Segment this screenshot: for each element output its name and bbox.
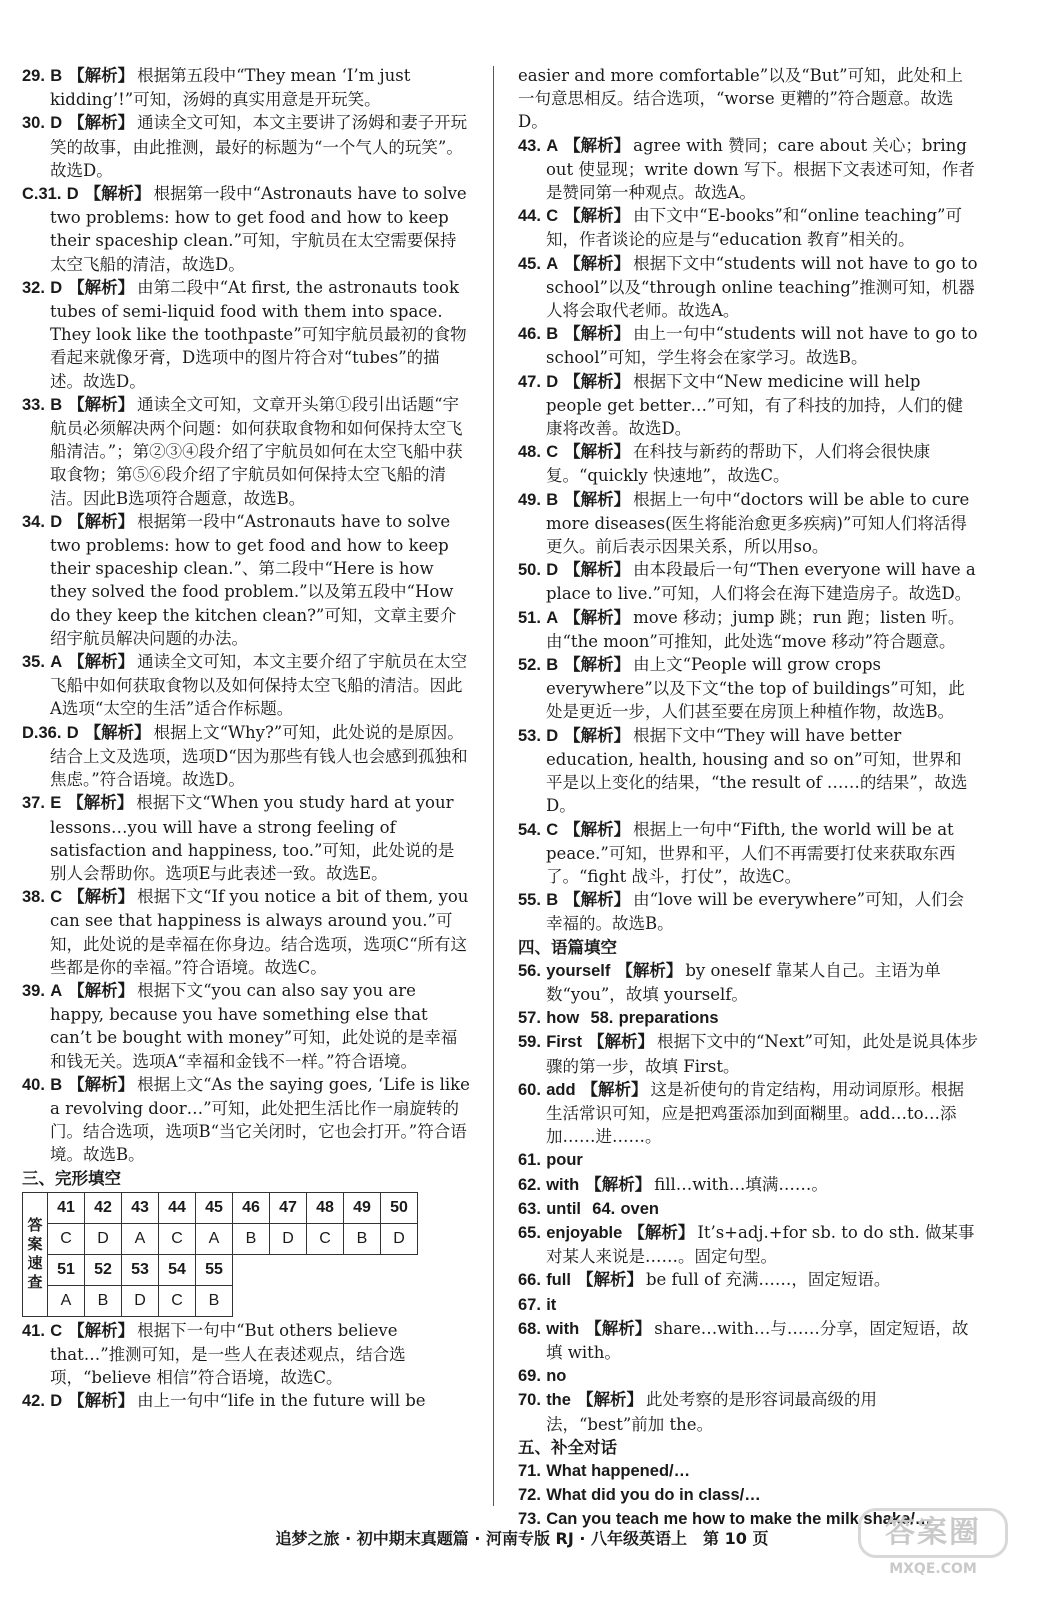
question-number: 73. bbox=[518, 1510, 541, 1529]
answer-letter: A bbox=[546, 254, 559, 273]
answer-letter: C bbox=[50, 888, 63, 907]
answer-entry bbox=[518, 440, 978, 487]
explanation-text: 根据下文中的“Next”可知，此处是说具体步骤的第一步，故填 First。 bbox=[546, 1032, 978, 1076]
analysis-tag: 【解析】 bbox=[616, 960, 683, 980]
left-column bbox=[22, 64, 470, 1414]
answer-entry bbox=[518, 724, 978, 818]
answer-key-number: 42 bbox=[85, 1192, 122, 1223]
answer-key-blank bbox=[344, 1254, 381, 1285]
right-column bbox=[518, 64, 978, 1532]
page-footer: 追梦之旅 · 初中期末真题篇 · 河南专版 RJ · 八年级英语上 第 10 页 bbox=[275, 1529, 769, 1548]
answer-key-answer: D bbox=[122, 1285, 159, 1316]
answer-letter: until bbox=[546, 1199, 582, 1218]
explanation-text: 此处考察的是形容词最高级的用法，“best”前加 the。 bbox=[546, 1390, 877, 1434]
answer-letter: preparations bbox=[618, 1009, 719, 1028]
question-number: 67. bbox=[518, 1295, 541, 1314]
answer-letter: D bbox=[50, 1392, 63, 1411]
explanation-text: 根据下文中“They will have better education, health, housing and so on”可知，世界和平是以上变化的结果，“the result of ……的结果”，故选D。 bbox=[546, 725, 968, 816]
analysis-tag: 【解析】 bbox=[564, 324, 631, 344]
analysis-tag: 【解析】 bbox=[564, 890, 631, 910]
explanation-text: 根据上一句中“Fifth, the world will be at peace.”可知，世界和平，人们不再需要打仗来获取东西了。“fight 战斗，打仗”，故选C。 bbox=[546, 819, 956, 886]
explanation-text: 这是祈使句的肯定结构，用动词原形。根据生活常识可知，应是把鸡蛋添加到面糊里。add…to…添加……进……。 bbox=[546, 1079, 965, 1147]
answer-key-row bbox=[23, 1285, 418, 1316]
answer-letter: full bbox=[546, 1271, 571, 1290]
answer-letter: D bbox=[50, 512, 63, 531]
analysis-tag: 【解析】 bbox=[585, 1174, 652, 1194]
question-number: 60. bbox=[518, 1080, 541, 1099]
explanation-text: 根据下文“you can also say you are happy, because you have something else that can’t be bought with money”可知，此处说的是幸福和钱无关。选项A“幸福和金钱不一样。”符合语境。 bbox=[50, 980, 458, 1071]
question-number: 49. bbox=[518, 490, 541, 509]
question-number: 43. bbox=[518, 136, 541, 155]
answer-entry bbox=[518, 370, 978, 441]
answer-letter: D bbox=[66, 185, 79, 204]
explanation-text: 在科技与新药的帮助下，人们将会很快康复。“quickly 快速地”，故选C。 bbox=[546, 442, 931, 486]
explanation-text: 根据下一句中“But others believe that…”推测可知，是一些人在表述观点，结合选项，“believe 相信”符合语境，故选C。 bbox=[50, 1320, 406, 1388]
question-number: 57. bbox=[518, 1009, 541, 1028]
answer-letter: Can you teach me how to make the milk shake/… bbox=[546, 1510, 932, 1529]
answer-key-answer: C bbox=[307, 1223, 344, 1254]
explanation-text: 由上文“People will grow crops everywhere”以及下文“the top of buildings”可知，此处是更近一步，人们甚至要在房顶上种植作物，故选B。 bbox=[546, 655, 965, 722]
question-number: 64. bbox=[592, 1199, 616, 1218]
question-number: 56. bbox=[518, 961, 541, 980]
answer-entry bbox=[518, 1148, 978, 1172]
answer-letter: no bbox=[546, 1367, 567, 1386]
answer-letter: A bbox=[50, 981, 63, 1000]
answer-entry bbox=[518, 1173, 978, 1197]
analysis-tag: 【解析】 bbox=[68, 652, 135, 672]
analysis-tag: 【解析】 bbox=[68, 1391, 135, 1411]
answer-entry bbox=[22, 182, 470, 276]
question-number: 63. bbox=[518, 1199, 541, 1218]
answer-letter: A bbox=[546, 136, 559, 155]
answer-letter: how bbox=[546, 1009, 580, 1028]
section5-title: 五、补全对话 bbox=[518, 1437, 617, 1457]
answer-key-blank bbox=[270, 1285, 307, 1316]
continued-explanation: easier and more comfortable”以及“But”可知，此处和上一句意思相反。结合选项，“worse 更糟的”符合题意。故选D。 bbox=[518, 66, 964, 132]
question-number: 65. bbox=[518, 1223, 541, 1242]
answer-entry bbox=[518, 1459, 978, 1483]
answer-key-answer: D bbox=[85, 1223, 122, 1254]
analysis-tag: 【解析】 bbox=[564, 725, 631, 745]
answer-letter: B bbox=[546, 325, 559, 344]
question-number: 30. bbox=[22, 114, 45, 133]
answer-key-number: 49 bbox=[344, 1192, 381, 1223]
explanation-text: 根据第一段中“Astronauts have to solve two problems: how to get food and how to keep their spaceship clean.”、第二段中“Here is how they solved the food problem.”以及第五段中“How do they keep the kitchen clean?”可知，文章主要介绍宇航员解决问题的办法。 bbox=[50, 511, 457, 648]
answer-letter: B bbox=[546, 656, 559, 675]
answer-entry bbox=[518, 606, 978, 653]
right-entries-a bbox=[518, 134, 978, 936]
watermark-logo: 答案圈 bbox=[858, 1508, 1008, 1558]
answer-key-row bbox=[23, 1192, 418, 1223]
question-number: 50. bbox=[518, 561, 541, 580]
question-number: 33. bbox=[22, 395, 45, 414]
explanation-text: 由上一句中“life in the future will be bbox=[137, 1391, 426, 1411]
question-number: D.36. bbox=[22, 723, 62, 742]
explanation-text: by oneself 靠某人自己。主语为单数“you”，故填 yourself。 bbox=[546, 960, 941, 1004]
answer-key-blank bbox=[270, 1254, 307, 1285]
answer-key-blank bbox=[381, 1285, 418, 1316]
answer-entry bbox=[22, 393, 470, 510]
answer-key-number: 47 bbox=[270, 1192, 307, 1223]
answer-key-row bbox=[23, 1254, 418, 1285]
question-number: 71. bbox=[518, 1461, 541, 1480]
explanation-text: 根据第五段中“They mean ‘I’m just kidding’!”可知，汤姆的真实用意是开玩笑。 bbox=[50, 66, 411, 110]
explanation-text: 根据下文“When you study hard at your lessons…you will have a strong feeling of satisfaction and happiness, too.”可知，此处说的是别人会帮助你。选项E与此表述一致。故选E。 bbox=[50, 793, 455, 883]
answer-letter: What happened/… bbox=[546, 1461, 691, 1480]
answer-letter: A bbox=[546, 608, 559, 627]
analysis-tag: 【解析】 bbox=[84, 722, 151, 742]
question-number: 45. bbox=[518, 254, 541, 273]
answer-entry bbox=[518, 1078, 978, 1149]
explanation-text: 由上一句中“students will not have to go to school”可知，学生将会在家学习。故选B。 bbox=[546, 324, 978, 368]
answer-key-row bbox=[23, 1223, 418, 1254]
explanation-text: It’s+adj.+for sb. to do sth. 做某事对某人来说是……。固定句型。 bbox=[546, 1222, 975, 1267]
answer-entry bbox=[518, 1388, 978, 1435]
answer-key-number: 50 bbox=[381, 1192, 418, 1223]
answer-key-blank bbox=[233, 1285, 270, 1316]
explanation-text: 通读全文可知，文章开头第①段引出话题“宇航员必须解决两个问题：如何获取食物和如何保持太空飞船清洁。”；第②③④段介绍了宇航员如何在太空飞船中获取食物；第⑤⑥段介绍了宇航员如何保持太空飞船的清洁。因此B选项符合题意，故选B。 bbox=[50, 394, 463, 508]
analysis-tag: 【解析】 bbox=[564, 607, 631, 627]
answer-key-number: 51 bbox=[48, 1254, 85, 1285]
answer-entry bbox=[518, 1197, 978, 1221]
left-entries-b bbox=[22, 1319, 470, 1414]
answer-key-answer: A bbox=[122, 1223, 159, 1254]
answer-entry bbox=[518, 558, 978, 605]
analysis-tag: 【解析】 bbox=[564, 819, 631, 839]
answer-entry bbox=[22, 885, 470, 979]
analysis-tag: 【解析】 bbox=[68, 394, 135, 414]
answer-letter: D bbox=[50, 278, 63, 297]
answer-key-number: 44 bbox=[159, 1192, 196, 1223]
question-number: 47. bbox=[518, 372, 541, 391]
question-number: 40. bbox=[22, 1075, 45, 1094]
answer-key-number: 48 bbox=[307, 1192, 344, 1223]
question-number: 41. bbox=[22, 1321, 45, 1340]
answer-key-number: 41 bbox=[48, 1192, 85, 1223]
answer-key-number: 54 bbox=[159, 1254, 196, 1285]
question-number: 48. bbox=[518, 443, 541, 462]
answer-letter: C bbox=[546, 443, 559, 462]
answer-entry bbox=[518, 1293, 978, 1317]
question-number: 68. bbox=[518, 1319, 541, 1338]
analysis-tag: 【解析】 bbox=[587, 1032, 654, 1052]
analysis-tag: 【解析】 bbox=[67, 793, 134, 813]
answer-entry bbox=[22, 979, 470, 1073]
answer-key-answer: B bbox=[233, 1223, 270, 1254]
question-number: 44. bbox=[518, 207, 541, 226]
answer-letter: with bbox=[546, 1175, 580, 1194]
answer-letter: D bbox=[66, 723, 79, 742]
answer-entry bbox=[22, 510, 470, 650]
answer-letter: pour bbox=[546, 1151, 583, 1170]
answer-entry bbox=[518, 204, 978, 251]
answer-key-answer: A bbox=[196, 1223, 233, 1254]
answer-letter: C bbox=[50, 1321, 63, 1340]
left-entries-a bbox=[22, 64, 470, 1167]
analysis-tag: 【解析】 bbox=[68, 113, 135, 133]
analysis-tag: 【解析】 bbox=[576, 1390, 643, 1410]
analysis-tag: 【解析】 bbox=[585, 1318, 652, 1338]
answer-letter: enjoyable bbox=[546, 1223, 623, 1242]
answer-letter: oven bbox=[620, 1199, 659, 1218]
answer-entry bbox=[518, 1268, 978, 1292]
question-number: 39. bbox=[22, 981, 45, 1000]
answer-key-blank bbox=[307, 1254, 344, 1285]
column-divider bbox=[493, 66, 494, 1506]
answer-entry bbox=[518, 653, 978, 724]
analysis-tag: 【解析】 bbox=[576, 1270, 643, 1290]
question-number: 32. bbox=[22, 278, 45, 297]
explanation-text: 根据第一段中“Astronauts have to solve two problems: how to get food and how to keep their spaceship clean.”可知，宇航员在太空需要保持太空飞船的清洁，故选D。 bbox=[50, 184, 467, 274]
question-number: 35. bbox=[22, 653, 45, 672]
answer-letter: D bbox=[546, 561, 559, 580]
answer-letter: First bbox=[546, 1033, 582, 1052]
answer-key-number: 43 bbox=[122, 1192, 159, 1223]
answer-key-answer: D bbox=[270, 1223, 307, 1254]
question-number: 66. bbox=[518, 1271, 541, 1290]
question-number: 62. bbox=[518, 1175, 541, 1194]
analysis-tag: 【解析】 bbox=[68, 277, 135, 297]
answer-entry bbox=[22, 1389, 470, 1413]
answer-entry bbox=[518, 959, 978, 1006]
explanation-text: 通读全文可知，本文主要讲了汤姆和妻子开玩笑的故事，由此推测，最好的标题为“一个气人的玩笑”。故选D。 bbox=[50, 113, 468, 180]
analysis-tag: 【解析】 bbox=[564, 655, 631, 675]
question-number: 52. bbox=[518, 656, 541, 675]
answer-entry bbox=[22, 1319, 470, 1390]
answer-entry bbox=[518, 134, 978, 205]
answer-key-answer: B bbox=[344, 1223, 381, 1254]
explanation-text: 由“love will be everywhere”可知，人们会幸福的。故选B。 bbox=[546, 890, 965, 934]
watermark-url: MXQE.COM bbox=[889, 1561, 977, 1577]
answer-entry bbox=[518, 252, 978, 323]
analysis-tag: 【解析】 bbox=[68, 887, 135, 907]
analysis-tag: 【解析】 bbox=[564, 135, 631, 155]
explanation-text: 根据下文“If you notice a bit of them, you can see that happiness is always around you.”可知，此处说的是幸福在你身边。结合选项，选项C“所有这些都是你的幸福。”符合语境。故选C。 bbox=[50, 887, 469, 977]
explanation-text: 根据下文中“students will not have to go to school”以及“through online teaching”推测可知，机器人将会取代老师。故选A。 bbox=[546, 253, 978, 321]
answer-key-answer: D bbox=[381, 1223, 418, 1254]
answer-key-table bbox=[22, 1192, 418, 1317]
answer-letter: D bbox=[50, 114, 63, 133]
explanation-text: 根据上文“As the saying goes, ‘Life is like a revolving door…”可知，此处把生活比作一扇旋转的门。结合选项，选项B“当它关闭时，它也会打开。”符合语境。故选B。 bbox=[50, 1074, 470, 1165]
answer-letter: C bbox=[546, 820, 559, 839]
question-number: 42. bbox=[22, 1392, 45, 1411]
analysis-tag: 【解析】 bbox=[581, 1079, 648, 1099]
answer-letter: it bbox=[546, 1295, 557, 1314]
answer-letter: add bbox=[546, 1080, 576, 1099]
answer-entry bbox=[22, 791, 470, 885]
analysis-tag: 【解析】 bbox=[68, 66, 135, 85]
analysis-tag: 【解析】 bbox=[564, 489, 631, 509]
explanation-text: 通读全文可知，本文主要介绍了宇航员在太空飞船中如何获取食物以及如何保持太空飞船的清洁。因此A选项“太空的生活”适合作标题。 bbox=[50, 652, 468, 719]
analysis-tag: 【解析】 bbox=[564, 371, 631, 391]
answer-letter: B bbox=[546, 490, 559, 509]
right-entries-b bbox=[518, 959, 978, 1436]
question-number: 34. bbox=[22, 512, 45, 531]
question-number: 70. bbox=[518, 1391, 541, 1410]
explanation-text: 由第二段中“At first, the astronauts took tubes of semi-liquid food with them into space. They look like the toothpaste”可知宇航员最初的食物看起来就像牙膏，D选项中的图片符合对“tubes”的描述。故选D。 bbox=[50, 277, 467, 391]
analysis-tag: 【解析】 bbox=[564, 442, 631, 462]
question-number: 37. bbox=[22, 794, 45, 813]
answer-key-answer: C bbox=[159, 1223, 196, 1254]
analysis-tag: 【解析】 bbox=[68, 511, 135, 531]
answer-letter: the bbox=[546, 1391, 571, 1410]
answer-letter: with bbox=[546, 1319, 580, 1338]
explanation-text: agree with 赞同；care about 关心；bring out 使显现；write down 写下。根据下文表述可知，作者是赞同第一种观点。故选A。 bbox=[546, 135, 975, 203]
answer-entry bbox=[518, 1364, 978, 1388]
answer-key-blank bbox=[233, 1254, 270, 1285]
explanation-text: fill…with…填满……。 bbox=[654, 1174, 828, 1194]
analysis-tag: 【解析】 bbox=[564, 560, 631, 580]
answer-entry bbox=[518, 322, 978, 369]
question-number: 54. bbox=[518, 820, 541, 839]
explanation-text: 根据上一句中“doctors will be able to cure more diseases(医生将能治愈更多疾病)”可知人们将活得更久。前后表示因果关系，所以用so。 bbox=[546, 489, 970, 557]
section3-title: 三、完形填空 bbox=[22, 1168, 121, 1188]
answer-letter: D bbox=[546, 372, 559, 391]
answer-letter: B bbox=[50, 67, 63, 85]
answer-entry bbox=[518, 1030, 978, 1077]
answer-entry bbox=[518, 1317, 978, 1364]
answer-key-number: 52 bbox=[85, 1254, 122, 1285]
question-number: 38. bbox=[22, 888, 45, 907]
analysis-tag: 【解析】 bbox=[68, 980, 135, 1000]
answer-key-blank bbox=[344, 1285, 381, 1316]
analysis-tag: 【解析】 bbox=[68, 1074, 135, 1094]
answer-key-blank bbox=[381, 1254, 418, 1285]
answer-letter: What did you do in class/… bbox=[546, 1486, 761, 1505]
answer-entry bbox=[22, 650, 470, 721]
answer-letter: B bbox=[50, 1075, 63, 1094]
question-number: 59. bbox=[518, 1033, 541, 1052]
answer-letter: C bbox=[546, 207, 559, 226]
question-number: C.31. bbox=[22, 185, 62, 204]
analysis-tag: 【解析】 bbox=[84, 184, 151, 204]
analysis-tag: 【解析】 bbox=[628, 1222, 695, 1242]
explanation-text: move 移动；jump 跳；run 跑；listen 听。由“the moon”可推知，此处选“move 移动”符合题意。 bbox=[546, 607, 965, 651]
answer-letter: D bbox=[546, 726, 559, 745]
answer-key-number: 53 bbox=[122, 1254, 159, 1285]
explanation-text: 由下文中“E-books”和“online teaching”可知，作者谈论的应是与“education 教育”相关的。 bbox=[546, 206, 962, 250]
answer-entry bbox=[518, 488, 978, 559]
answer-entry bbox=[518, 818, 978, 889]
answer-entry bbox=[22, 1073, 470, 1167]
answer-entry bbox=[22, 64, 470, 111]
answer-letter: B bbox=[50, 395, 63, 414]
question-number: 72. bbox=[518, 1486, 541, 1505]
analysis-tag: 【解析】 bbox=[564, 253, 631, 273]
explanation-text: 由本段最后一句“Then everyone will have a place to live.”可知，人们将会在海下建造房子。故选D。 bbox=[546, 560, 976, 604]
answer-entry bbox=[518, 1221, 978, 1268]
analysis-tag: 【解析】 bbox=[68, 1320, 135, 1340]
analysis-tag: 【解析】 bbox=[564, 206, 631, 226]
answer-key-answer: B bbox=[196, 1285, 233, 1316]
question-number: 55. bbox=[518, 891, 541, 910]
answer-key-answer: A bbox=[48, 1285, 85, 1316]
answer-entry bbox=[22, 276, 470, 393]
answer-key-answer: C bbox=[159, 1285, 196, 1316]
answer-letter: E bbox=[50, 794, 62, 813]
question-number: 58. bbox=[590, 1009, 614, 1028]
explanation-text: share…with…与……分享，固定短语，故填 with。 bbox=[546, 1318, 969, 1362]
question-number: 29. bbox=[22, 67, 45, 85]
answer-key-number: 55 bbox=[196, 1254, 233, 1285]
watermark bbox=[858, 1508, 1008, 1588]
question-number: 61. bbox=[518, 1151, 541, 1170]
question-number: 51. bbox=[518, 608, 541, 627]
answer-letter: B bbox=[546, 891, 559, 910]
answer-key-number: 45 bbox=[196, 1192, 233, 1223]
answer-key-label: 答 案 速 查 bbox=[23, 1192, 48, 1316]
answer-key-number: 46 bbox=[233, 1192, 270, 1223]
answer-entry bbox=[518, 1006, 978, 1030]
answer-entry bbox=[22, 721, 470, 792]
explanation-text: be full of 充满……，固定短语。 bbox=[645, 1270, 891, 1290]
explanation-text: 根据上文“Why?”可知，此处说的是原因。结合上文及选项，选项D“因为那些有钱人也会感到孤独和焦虑。”符合语境。故选D。 bbox=[50, 722, 468, 790]
answer-entry bbox=[518, 888, 978, 935]
question-number: 46. bbox=[518, 325, 541, 344]
answer-letter: yourself bbox=[546, 961, 611, 980]
answer-entry bbox=[518, 1483, 978, 1507]
question-number: 53. bbox=[518, 726, 541, 745]
answer-entry bbox=[22, 111, 470, 182]
answer-key-answer: C bbox=[48, 1223, 85, 1254]
answer-key-blank bbox=[307, 1285, 344, 1316]
question-number: 69. bbox=[518, 1367, 541, 1386]
section4-title: 四、语篇填空 bbox=[518, 937, 617, 957]
answer-key-answer: B bbox=[85, 1285, 122, 1316]
answer-letter: A bbox=[50, 653, 63, 672]
explanation-text: 根据下文中“New medicine will help people get better…”可知，有了科技的加持，人们的健康将改善。故选D。 bbox=[546, 371, 963, 439]
